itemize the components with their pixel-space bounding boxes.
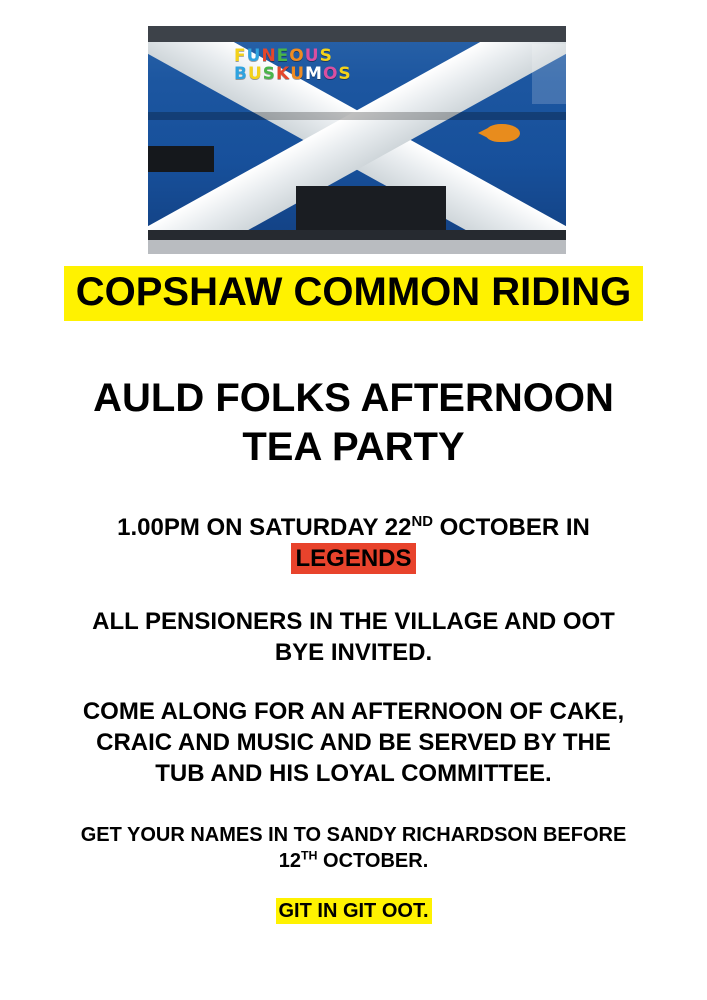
page-title-line-2: TEA PARTY	[242, 424, 465, 469]
banner-lettering	[234, 48, 424, 84]
rsvp-deadline-ordinal: TH	[300, 848, 318, 863]
invite-block	[36, 606, 671, 668]
rsvp-line-1: GET YOUR NAMES IN TO SANDY RICHARDSON BEFORE	[80, 824, 627, 846]
event-title: COPSHAW COMMON RIDING	[64, 266, 644, 321]
invite-line-2: BYE INVITED.	[274, 639, 433, 667]
rsvp-deadline-day: 12	[278, 850, 301, 872]
fish-icon	[478, 124, 522, 144]
rsvp-deadline-month: OCTOBER.	[317, 850, 429, 872]
closing-text: GIT IN GIT OOT.	[276, 898, 432, 924]
event-time-block	[36, 512, 671, 574]
description-line-2: CRAIC AND MUSIC AND BE SERVED BY THE	[96, 729, 611, 757]
description-line-3: TUB AND HIS LOYAL COMMITTEE.	[155, 760, 552, 788]
event-title-row	[0, 266, 707, 321]
event-venue: LEGENDS	[291, 543, 415, 574]
page-title-line-1: AULD FOLKS AFTERNOON	[93, 376, 614, 420]
rsvp-block	[36, 822, 671, 874]
rsvp-deadline-line	[36, 848, 671, 874]
event-venue-line	[36, 543, 671, 574]
closing-block	[36, 898, 671, 924]
saltire-flag-photo	[148, 26, 566, 254]
photo-center-dark-patch	[296, 186, 446, 230]
event-time-ordinal: ND	[411, 514, 433, 530]
invite-line-1: ALL PENSIONERS IN THE VILLAGE AND OOT	[92, 608, 615, 635]
photo-bottom-edge	[148, 240, 566, 254]
photo-bottom-dark-edge	[148, 230, 566, 240]
page-title	[0, 374, 707, 472]
flag-shadow-band	[148, 112, 566, 120]
photo-top-edge	[148, 26, 566, 42]
photo-left-dark-patch	[148, 146, 214, 172]
banner-lettering-line2: BUSKUMOS	[234, 63, 352, 84]
event-time-prefix: 1.00PM ON SATURDAY 22	[117, 514, 412, 541]
event-time-line	[36, 512, 671, 543]
banner-lettering-line1: FUNEOUS	[234, 46, 333, 66]
description-block	[36, 696, 671, 790]
photo-right-highlight	[532, 44, 566, 104]
description-line-1: COME ALONG FOR AN AFTERNOON OF CAKE,	[82, 698, 625, 725]
event-time-suffix: OCTOBER IN	[432, 514, 590, 541]
